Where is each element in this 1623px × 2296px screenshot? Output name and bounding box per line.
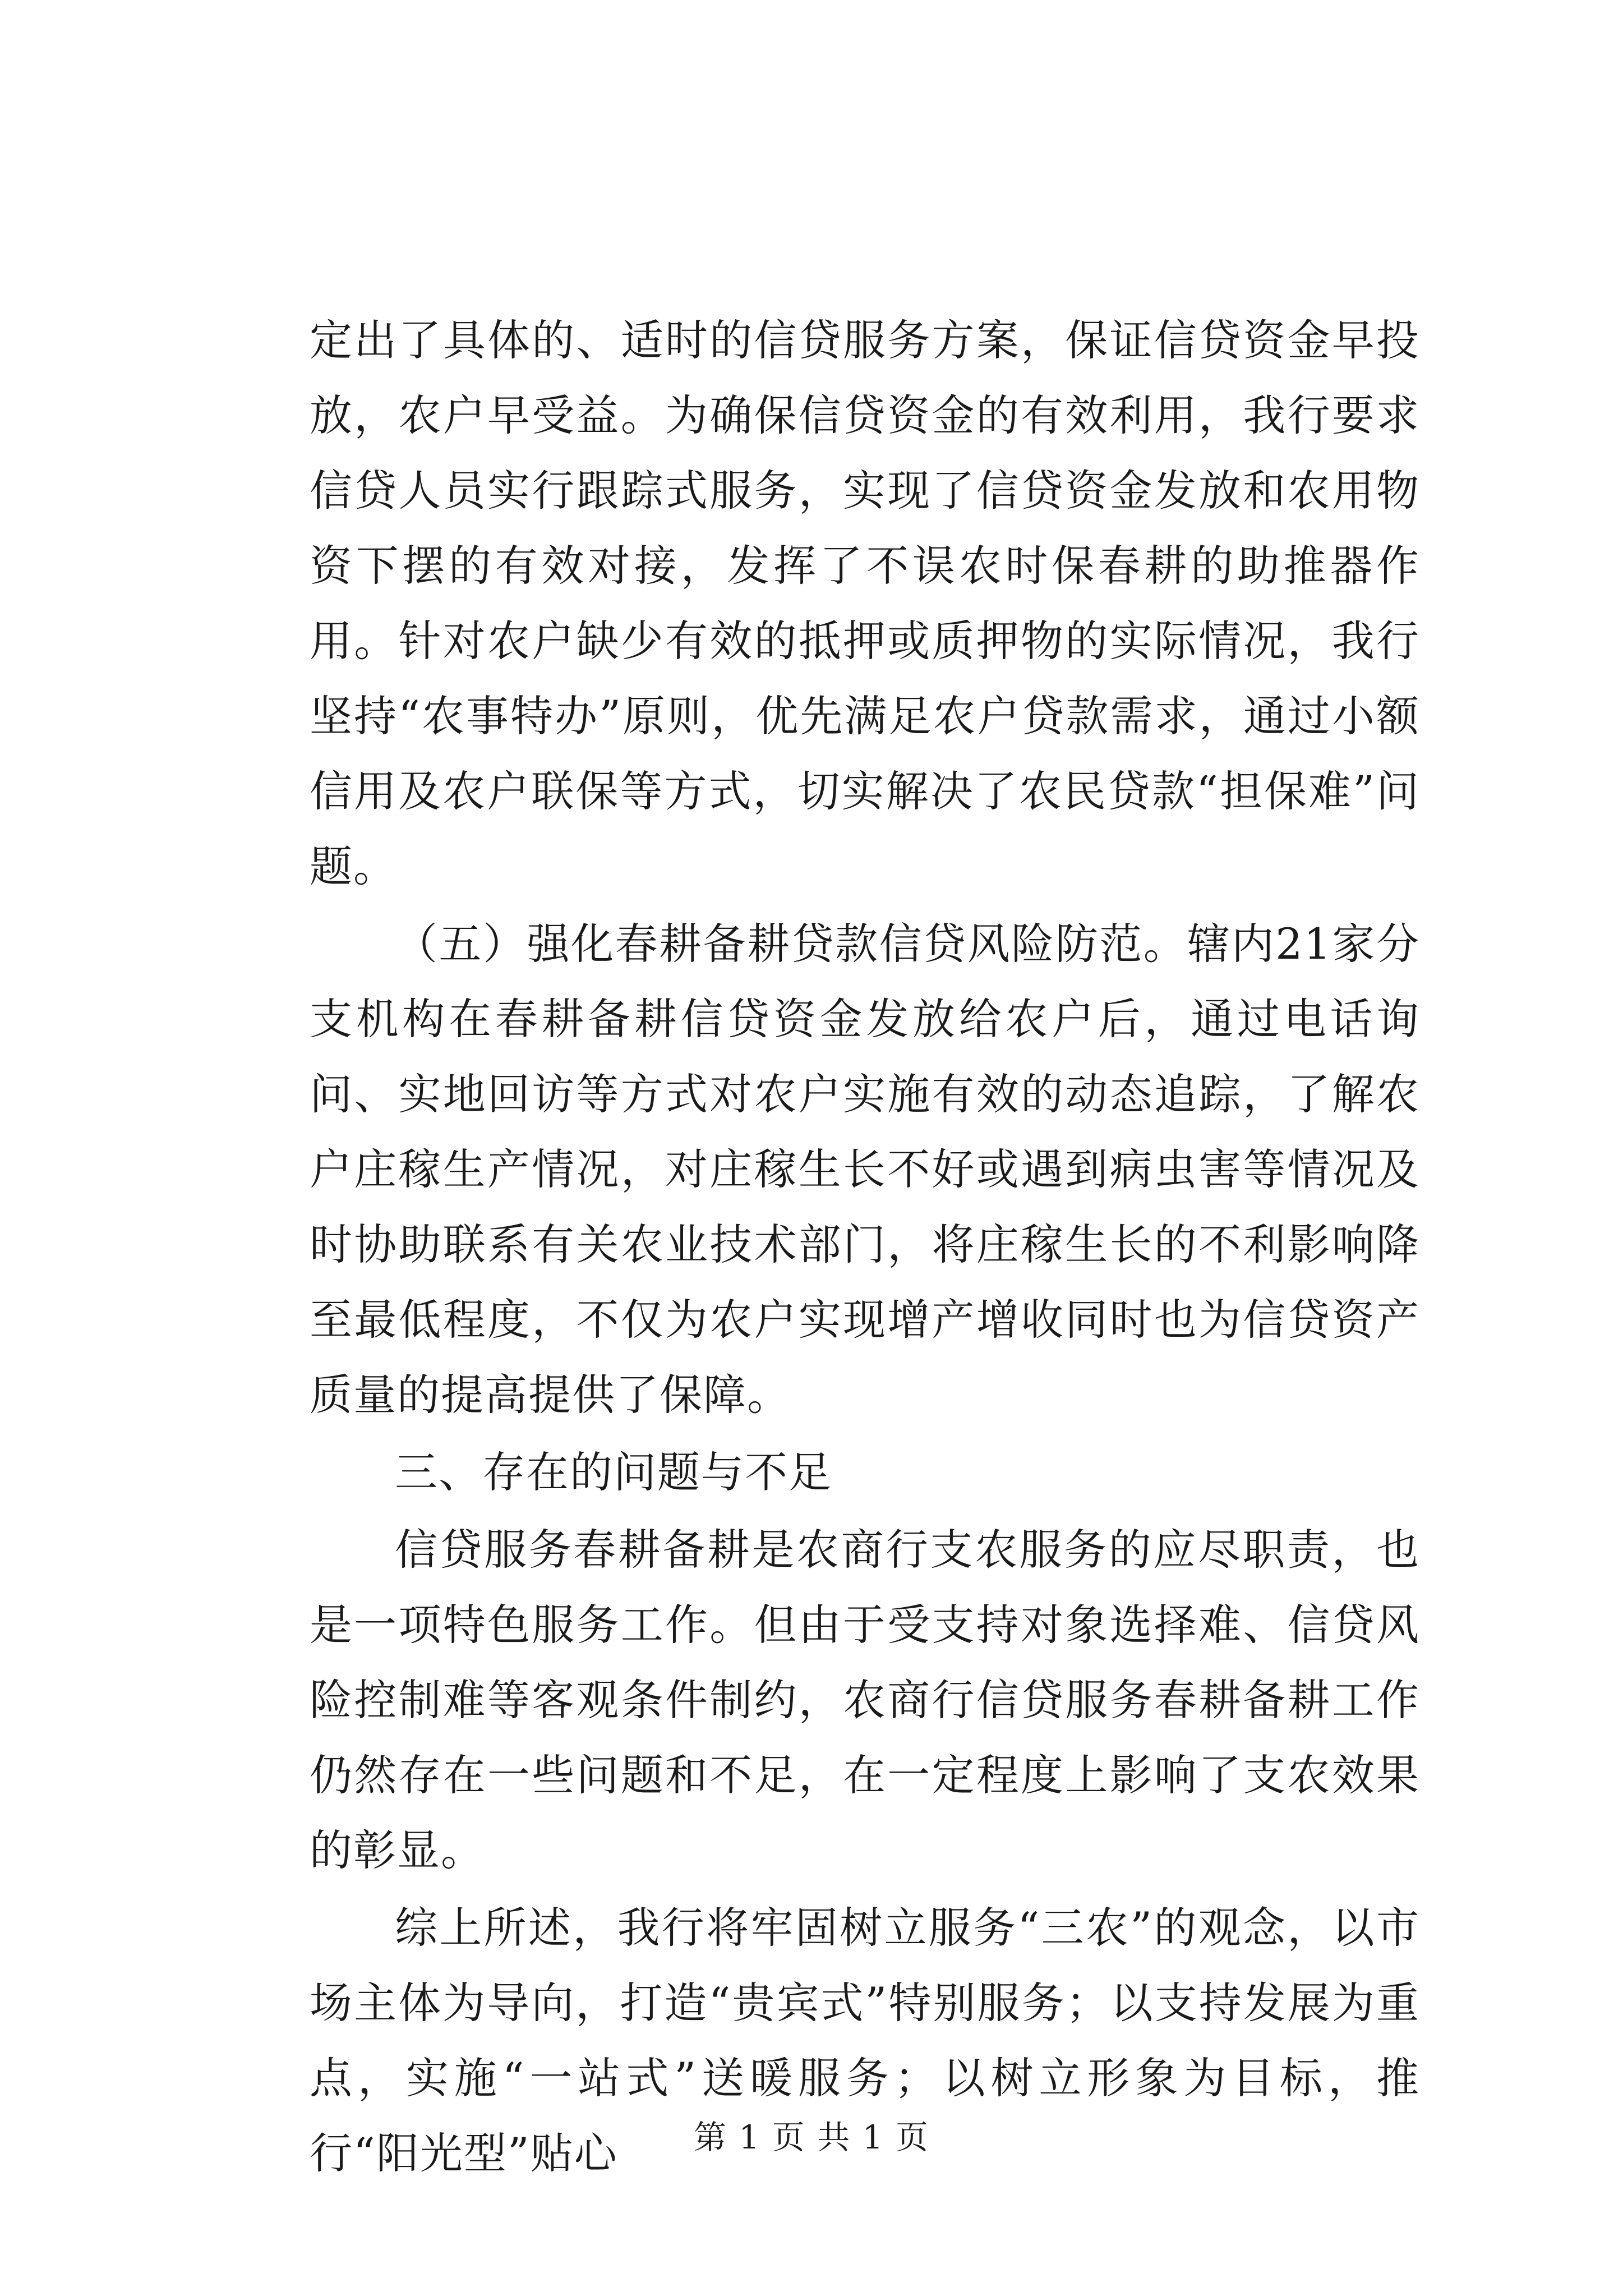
paragraph-1: 定出了具体的、适时的信贷服务方案，保证信贷资金早投放，农户早受益。为确保信贷资金的有效利用，我行要求信贷人员实行跟踪式服务，实现了信贷资金发放和农用物资下摆的有效对接，发挥了不误农时保春耕的助推器作用。针对农户缺少有效的抵押或质押物的实际情况，我行坚持“农事特办”原则，优先满足农户贷款需求，通过小额信用及农户联保等方式，切实解决了农民贷款“担保难”问题。 xyxy=(310,315,1420,891)
paragraph-4: 信贷服务春耕备耕是农商行支农服务的应尽职责，也是一项特色服务工作。但由于受支持对象选择难、信贷风险控制难等客观条件制约，农商行信贷服务春耕备耕工作仍然存在一些问题和不足，在一定程度上影响了支农效果的彰显。 xyxy=(310,1525,1420,1875)
section-heading: 三、存在的问题与不足 xyxy=(395,1447,832,1497)
page-footer: 第 1 页 共 1 页 xyxy=(694,2118,929,2156)
paragraph-5: 综上所述，我行将牢固树立服务“三农”的观念，以市场主体为导向，打造“贵宾式”特别服务；以支持发展为重点，实施“一站式”送暖服务；以树立形象为目标，推行“阳光型”贴心 xyxy=(310,1903,1420,2178)
document-body xyxy=(310,303,1420,2191)
paragraph-2: （五）强化春耕备耕贷款信贷风险防范。辖内21家分支机构在春耕备耕信贷资金发放给农户后，通过电话询问、实地回访等方式对农户实施有效的动态追踪，了解农户庄稼生产情况，对庄稼生长不好或遇到病虫害等情况及时协助联系有关农业技术部门，将庄稼生长的不利影响降至最低程度，不仅为农户实现增产增收同时也为信贷资产质量的提高提供了保障。 xyxy=(310,919,1420,1420)
